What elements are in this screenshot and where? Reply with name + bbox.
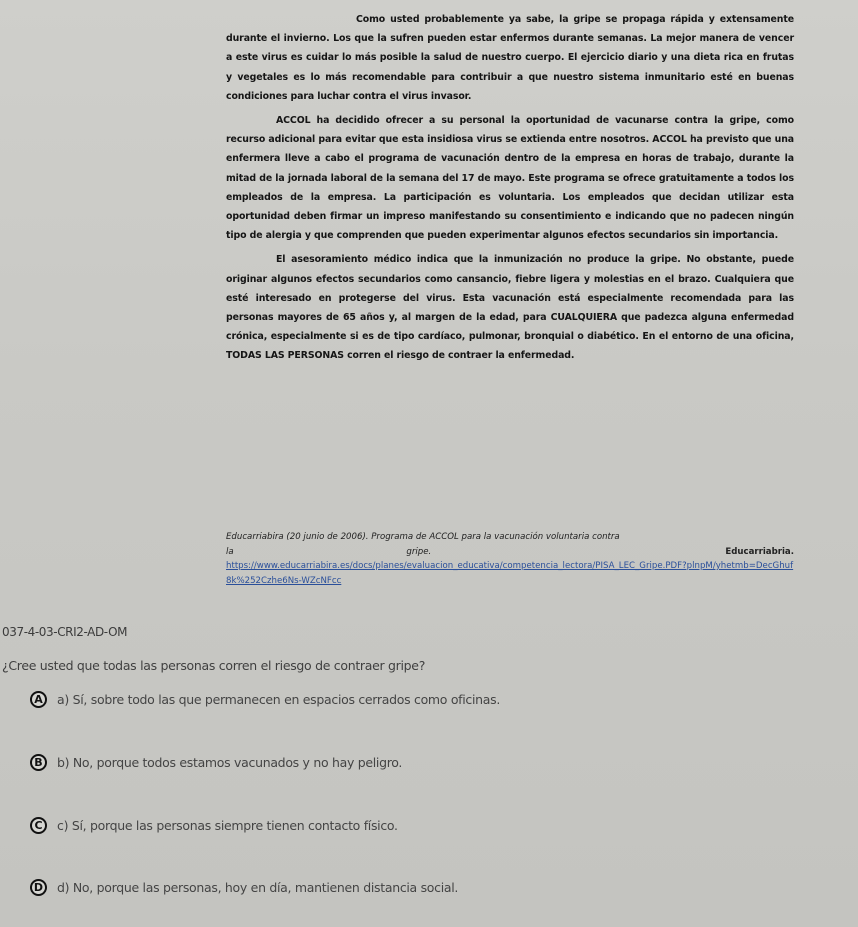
reading-paragraph-2: ACCOL ha decidido ofrecer a su personal la oportunidad de vacunarse contra la gripe, como recurso adicional para evitar que esta insidiosa virus se extienda entre nosotros. ACCOL ha previsto que una enfermera lleve a cabo el programa de vacunación dentro de la empresa en horas de trabajo, durante la mitad de la jornada laboral de la semana del 17 de mayo. Este programa se ofrece gratuitamente a todos los empleados de la empresa. La participación es voluntaria. Los empleados que decidan utilizar esta oportunidad deben firmar un impreso manifestando su consentimiento e indicando que no padecen ningún tipo de alergia y que comprenden que pueden experimentar algunos efectos secundarios sin importancia.: [226, 115, 794, 242]
option-d-bubble[interactable]: D: [30, 879, 47, 896]
citation-line-1: Educarriabira (20 junio de 2006). Programa de ACCOL para la vacunación voluntaria contra: [226, 532, 620, 542]
reading-paragraph-1: Como usted probablemente ya sabe, la gripe se propaga rápida y extensamente durante el invierno. Los que la sufren pueden estar enfermos durante semanas. La mejor manera de vencer a este virus es cuidar lo más posible la salud de nuestro cuerpo. El ejercicio diario y una dieta rica en frutas y vegetales es lo más recomendable para contribuir a que nuestro sistema inmunitario esté en buenas condiciones para luchar contra el virus invasor.: [226, 14, 794, 102]
option-d[interactable]: [30, 873, 458, 901]
option-a-bubble[interactable]: A: [30, 691, 47, 708]
question-text: ¿Cree usted que todas las personas corren el riesgo de contraer gripe?: [2, 658, 426, 673]
option-c[interactable]: [30, 811, 398, 839]
citation-line-2: [226, 545, 794, 560]
option-d-text: d) No, porque las personas, hoy en día, mantienen distancia social.: [57, 879, 459, 895]
citation-word-la: la: [226, 546, 234, 557]
option-b-text: b) No, porque todos estamos vacunados y no hay peligro.: [57, 754, 403, 770]
reading-passage: [226, 10, 794, 371]
item-code: 037-4-03-CRI2-AD-OM: [2, 625, 128, 639]
option-c-bubble[interactable]: C: [30, 817, 47, 834]
option-b-bubble[interactable]: B: [30, 754, 47, 771]
citation-word-gripe: gripe.: [406, 546, 432, 557]
citation-source: Educarriabria.: [725, 546, 794, 557]
option-c-text: c) Sí, porque las personas siempre tienen contacto físico.: [57, 817, 398, 833]
option-a[interactable]: [30, 685, 500, 713]
option-a-text: a) Sí, sobre todo las que permanecen en espacios cerrados como oficinas.: [57, 691, 501, 707]
reference-citation: [226, 530, 794, 588]
reading-paragraph-3: El asesoramiento médico indica que la inmunización no produce la gripe. No obstante, puede originar algunos efectos secundarios como cansancio, fiebre ligera y molestias en el brazo. Cualquiera que esté interesado en protegerse del virus. Esta vacunación está especialmente recomendada para las personas mayores de 65 años y, al margen de la edad, para CUALQUIERA que padezca alguna enfermedad crónica, especialmente si es de tipo cardíaco, pulmonar, bronquial o diabético. En el entorno de una oficina, TODAS LAS PERSONAS corren el riesgo de contraer la enfermedad.: [226, 254, 794, 362]
option-b[interactable]: [30, 748, 402, 776]
citation-link[interactable]: https://www.educarriabira.es/docs/planes/evaluacion_educativa/competencia_lectora/PISA_LEC_Gripe.PDF?plnpM/yhetmb=DecGhuf8k%252Czhe6Ns-WZcNFcc: [226, 561, 794, 586]
